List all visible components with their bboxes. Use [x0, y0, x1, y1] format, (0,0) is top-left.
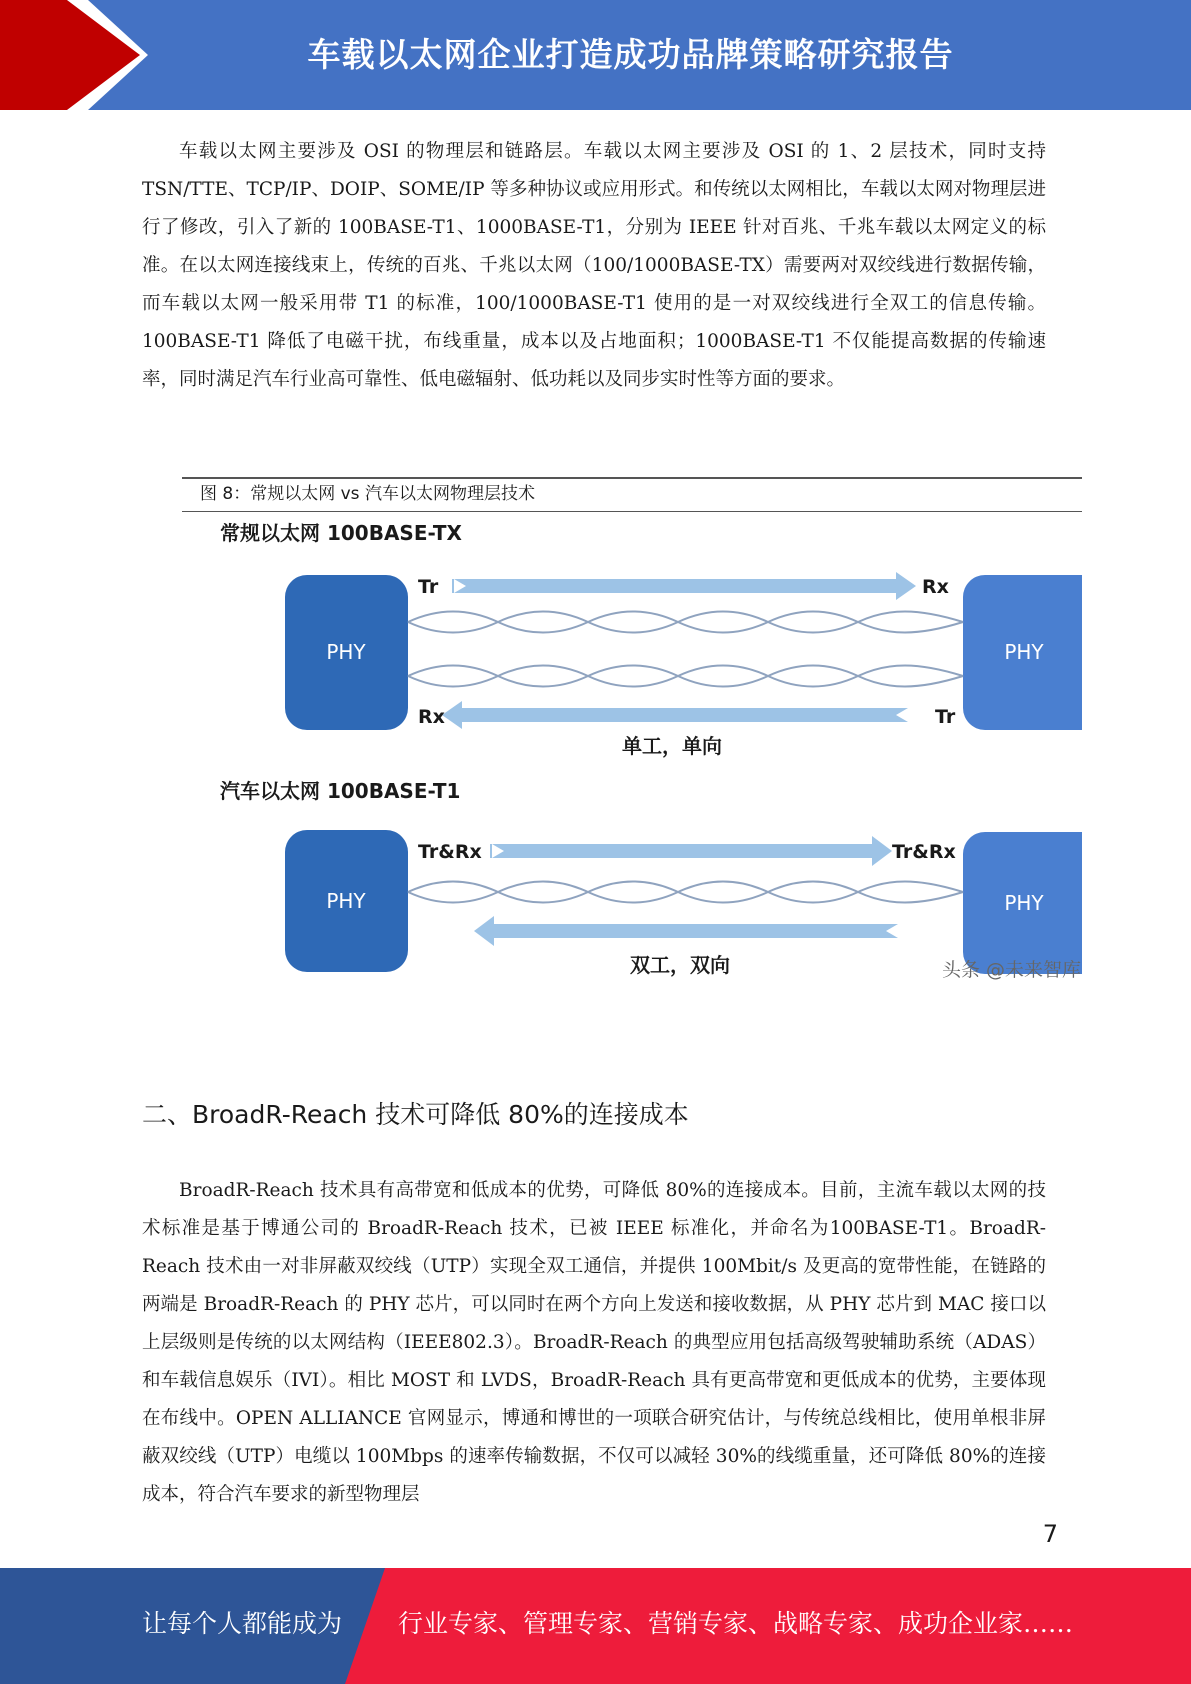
tr-label-left-top: Tr	[418, 576, 439, 598]
diagram-title-100base-t1: 汽车以太网 100BASE-T1	[220, 779, 461, 803]
phy-label-right-bottom: PHY	[1004, 891, 1044, 915]
phy-label-left-top: PHY	[326, 640, 366, 664]
body-paragraph-2: BroadR-Reach 技术具有高带宽和低成本的优势，可降低 80%的连接成本。目前，主流车载以太网的技术标准是基于博通公司的 BroadR-Reach 技术，已被 IEEE 标准化，并命名为100BASE-T1。BroadR-Reach 技术由一对非屏蔽双绞线（UTP）实现全双工通信，并提供 100Mbit/s 及更高的宽带性能，在链路的两端是 BroadR-Reach 的 PHY 芯片，可以同时在两个方向上发送和接收数据，从 PHY 芯片到 MAC 接口以上层级则是传统的以太网结构（IEEE802.3）。BroadR-Reach 的典型应用包括高级驾驶辅助系统（ADAS）和车载信息娱乐（IVI）。相比 MOST 和 LVDS，BroadR-Reach 具有更高带宽和更低成本的优势，主要体现在布线中。OPEN ALLIANCE 官网显示，博通和博世的一项联合研究估计，与传统总线相比，使用单根非屏蔽双绞线（UTP）电缆以 100Mbps 的速率传输数据，不仅可以减轻 30%的线缆重量，还可降低 80%的连接成本，符合汽车要求的新型物理层	[142, 1180, 1046, 1505]
ethernet-diagram	[182, 514, 1082, 984]
watermark: 头条 @未来智库	[942, 959, 1082, 981]
page-header	[0, 0, 1191, 110]
footer-slogan-left: 让每个人都能成为	[142, 1609, 343, 1638]
figure-caption: 图 8：常规以太网 vs 汽车以太网物理层技术	[200, 484, 535, 504]
trrx-label-left: Tr&Rx	[418, 841, 482, 863]
phy-label-left-bottom: PHY	[326, 889, 366, 913]
page-number: 7	[1042, 1520, 1058, 1548]
figure-8	[182, 474, 1082, 984]
rx-label-right-top: Rx	[922, 576, 949, 598]
duplex-arrow-shaft-left	[492, 924, 898, 938]
mode-label-top: 单工，单向	[622, 734, 722, 758]
tr-label-right-top: Tr	[935, 706, 956, 728]
figure-top-rule	[182, 477, 1082, 479]
trrx-label-right: Tr&Rx	[892, 841, 956, 863]
report-title: 车载以太网企业打造成功品牌策略研究报告	[307, 35, 954, 74]
footer-slogan-right: 行业专家、管理专家、营销专家、战略专家、成功企业家……	[398, 1609, 1074, 1638]
rx-label-left-top: Rx	[418, 706, 445, 728]
rx-arrowhead-top	[442, 701, 462, 729]
rx-arrow-shaft-top	[460, 708, 908, 722]
body-paragraph-1: 车载以太网主要涉及 OSI 的物理层和链路层。车载以太网主要涉及 OSI 的 1、2 层技术，同时支持 TSN/TTE、TCP/IP、DOIP、SOME/IP 等多种协议或应用形式。和传统以太网相比，车载以太网对物理层进行了修改，引入了新的 100BASE-T1、1000BASE-T1，分别为 IEEE 针对百兆、千兆车载以太网定义的标准。在以太网连接线束上，传统的百兆、千兆以太网（100/1000BASE-TX）需要两对双绞线进行数据传输，而车载以太网一般采用带 T1 的标准，100/1000BASE-T1 使用的是一对双绞线进行全双工的信息传输。100BASE-T1 降低了电磁干扰，布线重量，成本以及占地面积；1000BASE-T1 不仅能提高数据的传输速率，同时满足汽车行业高可靠性、低电磁辐射、低功耗以及同步实时性等方面的要求。	[142, 141, 1046, 390]
diagram-title-100base-tx: 常规以太网 100BASE-TX	[220, 521, 462, 545]
tx-arrowhead-top	[896, 572, 916, 600]
duplex-arrowhead-left	[474, 916, 494, 946]
section-heading: 二、BroadR-Reach 技术可降低 80%的连接成本	[142, 1100, 689, 1129]
mode-label-bottom: 双工，双向	[630, 953, 730, 977]
duplex-arrowhead-right	[872, 836, 892, 866]
figure-caption-rule	[182, 511, 1082, 512]
duplex-arrow-shaft-right	[490, 844, 876, 858]
page-footer	[0, 1568, 1191, 1684]
tx-arrow-shaft-top	[452, 579, 899, 593]
phy-label-right-top: PHY	[1004, 640, 1044, 664]
